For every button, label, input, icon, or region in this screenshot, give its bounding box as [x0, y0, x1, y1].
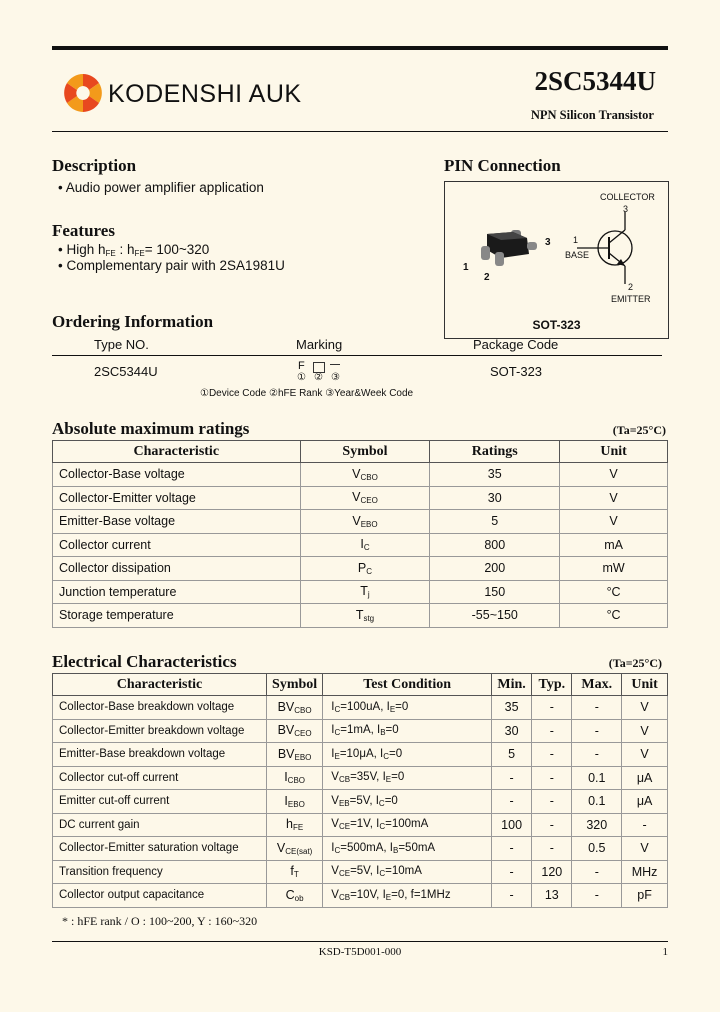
abs-max-unit: °C	[560, 580, 668, 604]
abs-max-rating: 200	[430, 557, 560, 581]
pkg-pin-1: 1	[463, 262, 469, 273]
marking-box-3	[330, 362, 340, 365]
elec-symbol-sub: FE	[292, 823, 304, 833]
feature-hfe-sub2: FE	[134, 249, 145, 258]
abs-max-unit: V	[560, 463, 668, 487]
elec-row	[53, 719, 668, 743]
elec-symbol	[266, 837, 322, 861]
marking-legend: ①Device Code ②hFE Rank ③Year&Week Code	[200, 388, 414, 399]
elec-header-cell: Min.	[491, 674, 531, 696]
elec-unit: V	[622, 837, 668, 861]
doc-code: KSD-T5D001-000	[318, 946, 402, 958]
elec-test-condition: $V_{EB}=5V$, $I_C=0$	[323, 790, 492, 814]
elec-symbol-main: h	[286, 817, 293, 832]
schem-pin-3: 3	[623, 204, 629, 214]
elec-min: -	[491, 860, 531, 884]
elec-characteristic: Collector cut-off current	[53, 766, 267, 790]
elec-unit: V	[622, 696, 668, 720]
feature-hfe-post: = 100~320	[144, 242, 210, 257]
elec-symbol-sub: CE(sat)	[285, 846, 313, 856]
abs-max-symbol-main: V	[352, 466, 361, 481]
elec-symbol	[266, 766, 322, 790]
elec-header-cell: Test Condition	[323, 674, 492, 696]
abs-max-symbol-sub: CBO	[360, 472, 378, 482]
elec-symbol-sub: T	[293, 870, 299, 880]
elec-max: 0.5	[572, 837, 622, 861]
elec-typ: -	[532, 813, 572, 837]
abs-max-symbol-main: V	[352, 490, 361, 505]
abs-max-characteristic: Emitter-Base voltage	[53, 510, 301, 534]
elec-symbol-main: BV	[277, 699, 295, 714]
elec-typ: -	[532, 766, 572, 790]
condition-subscript: CB	[338, 892, 351, 902]
condition-subscript: C	[378, 798, 385, 808]
emitter-label: EMITTER	[611, 294, 651, 304]
abs-max-rating: 800	[430, 533, 560, 557]
condition-subscript: C	[334, 704, 341, 714]
top-rule	[52, 46, 668, 50]
condition-subscript: B	[380, 728, 386, 738]
elec-test-condition: $V_{CE}=5V$, $I_C=10mA$	[323, 860, 492, 884]
elec-symbol	[266, 696, 322, 720]
ordering-package-value: SOT-323	[490, 364, 543, 379]
elec-symbol-main: BV	[277, 746, 295, 761]
feature-hfe-sub: FE	[105, 249, 116, 258]
elec-characteristic: Transition frequency	[53, 860, 267, 884]
elec-header-row	[53, 674, 668, 696]
abs-max-symbol	[300, 486, 430, 510]
elec-characteristic: Collector-Emitter breakdown voltage	[53, 719, 267, 743]
ordering-title: Ordering Information	[52, 312, 214, 331]
abs-max-symbol-main: T	[360, 584, 368, 599]
elec-typ: -	[532, 837, 572, 861]
base-label: BASE	[565, 250, 590, 260]
elec-symbol-main: I	[284, 770, 288, 785]
elec-max: 320	[572, 813, 622, 837]
elec-symbol-main: f	[290, 864, 294, 879]
abs-max-row	[53, 533, 668, 557]
elec-symbol	[266, 813, 322, 837]
abs-max-symbol-sub: C	[366, 566, 373, 576]
abs-max-row	[53, 604, 668, 628]
abs-max-symbol	[300, 557, 430, 581]
abs-max-symbol-sub: j	[367, 590, 370, 600]
elec-characteristic: Collector-Emitter saturation voltage	[53, 837, 267, 861]
abs-max-rating: -55~150	[430, 604, 560, 628]
elec-symbol	[266, 860, 322, 884]
schem-pin-2: 2	[628, 282, 634, 292]
condition-subscript: C	[334, 845, 341, 855]
pin-diagram-box	[444, 181, 669, 339]
abs-max-unit: mW	[560, 557, 668, 581]
condition-subscript: E	[334, 751, 340, 761]
abs-max-header-cell: Unit	[560, 441, 668, 463]
elec-min: 5	[491, 743, 531, 767]
elec-row	[53, 813, 668, 837]
elec-header-cell: Typ.	[532, 674, 572, 696]
elec-typ: -	[532, 719, 572, 743]
abs-max-rating: 150	[430, 580, 560, 604]
condition-subscript: EB	[338, 798, 350, 808]
marking-diagram	[298, 360, 346, 388]
schem-pin-1: 1	[573, 235, 579, 245]
part-subtitle: NPN Silicon Transistor	[530, 108, 654, 122]
elec-min: -	[491, 766, 531, 790]
abs-max-body	[53, 463, 668, 628]
elec-test-condition: $I_C=100uA$, $I_E=0$	[323, 696, 492, 720]
elec-row	[53, 837, 668, 861]
elec-typ: -	[532, 696, 572, 720]
abs-max-characteristic: Junction temperature	[53, 580, 301, 604]
elec-row	[53, 766, 668, 790]
ordering-rule	[52, 355, 662, 356]
elec-symbol-sub: ob	[294, 893, 304, 903]
condition-subscript: E	[385, 892, 392, 902]
abs-max-unit: V	[560, 486, 668, 510]
marking-circle-3: ③	[331, 372, 340, 383]
abs-max-row	[53, 486, 668, 510]
elec-row	[53, 790, 668, 814]
elec-row	[53, 884, 668, 908]
elec-max: 0.1	[572, 766, 622, 790]
ordering-col-marking: Marking	[296, 337, 343, 352]
elec-test-condition: $I_E=10\mu A$, $I_C=0$	[323, 743, 492, 767]
abs-max-characteristic: Storage temperature	[53, 604, 301, 628]
abs-max-symbol	[300, 604, 430, 628]
condition-subscript: B	[393, 845, 399, 855]
abs-max-header-cell: Characteristic	[53, 441, 301, 463]
condition-subscript: C	[379, 869, 386, 879]
elec-characteristic: Emitter-Base breakdown voltage	[53, 743, 267, 767]
elec-max: -	[572, 719, 622, 743]
npn-transistor-symbol-icon	[575, 212, 645, 284]
condition-subscript: C	[383, 751, 389, 761]
features-title: Features	[52, 221, 115, 240]
elec-min: -	[491, 790, 531, 814]
elec-symbol-main: I	[284, 793, 288, 808]
elec-typ: -	[532, 790, 572, 814]
feature-item-complementary: • Complementary pair with 2SA1981U	[58, 258, 285, 273]
elec-characteristic: Collector-Base breakdown voltage	[53, 696, 267, 720]
elec-symbol	[266, 743, 322, 767]
elec-test-condition: $I_C=500mA$, $I_B=50mA$	[323, 837, 492, 861]
pin-title: PIN Connection	[444, 156, 561, 175]
abs-max-rating: 30	[430, 486, 560, 510]
abs-max-symbol	[300, 510, 430, 534]
condition-subscript: CB	[338, 775, 351, 785]
elec-test-condition: $I_C=1mA$, $I_B=0$	[323, 719, 492, 743]
abs-max-symbol	[300, 463, 430, 487]
collector-label: COLLECTOR	[600, 192, 655, 202]
abs-max-row	[53, 463, 668, 487]
part-number: 2SC5344U	[534, 66, 656, 96]
elec-symbol-main: C	[285, 887, 295, 902]
abs-max-header-cell: Symbol	[300, 441, 430, 463]
elec-typ: 13	[532, 884, 572, 908]
elec-unit: V	[622, 743, 668, 767]
elec-unit: -	[622, 813, 668, 837]
abs-max-unit: mA	[560, 533, 668, 557]
footer-rule	[52, 941, 668, 942]
abs-max-table	[52, 440, 668, 628]
ordering-type-value: 2SC5344U	[94, 364, 158, 379]
description-item-text: Audio power amplifier application	[65, 180, 264, 195]
abs-max-symbol	[300, 533, 430, 557]
abs-max-symbol-main: V	[352, 513, 361, 528]
abs-max-row	[53, 510, 668, 534]
abs-max-row	[53, 557, 668, 581]
abs-max-symbol-sub: CEO	[360, 496, 378, 506]
elec-typ: 120	[532, 860, 572, 884]
abs-max-symbol-main: P	[357, 560, 367, 575]
abs-max-condition: (Ta=25°C)	[612, 423, 666, 437]
elec-row	[53, 696, 668, 720]
elec-max: -	[572, 860, 622, 884]
elec-min: -	[491, 884, 531, 908]
abs-max-symbol-main: T	[355, 607, 364, 622]
elec-min: 35	[491, 696, 531, 720]
elec-max: -	[572, 743, 622, 767]
elec-test-condition: $V_{CB}=35V$, $I_E=0$	[323, 766, 492, 790]
abs-max-unit: °C	[560, 604, 668, 628]
pkg-pin-3: 3	[545, 237, 551, 248]
abs-max-characteristic: Collector current	[53, 533, 301, 557]
abs-max-header-cell: Ratings	[430, 441, 560, 463]
abs-max-rating: 35	[430, 463, 560, 487]
elec-header-cell: Symbol	[266, 674, 322, 696]
elec-row	[53, 743, 668, 767]
elec-test-condition: $V_{CE}=1V$, $I_C=100mA$	[323, 813, 492, 837]
condition-subscript: E	[385, 775, 392, 785]
ordering-col-type: Type NO.	[94, 337, 149, 352]
kodenshi-logo-icon	[62, 72, 104, 114]
elec-header-cell: Unit	[622, 674, 668, 696]
feature-item-hfe: • High $h_{FE}$ : $h_{FE}=$ 100~320	[58, 242, 210, 258]
elec-max: -	[572, 884, 622, 908]
elec-unit: V	[622, 719, 668, 743]
elec-footnote: * : hFE rank / O : 100~200, Y : 160~320	[62, 914, 258, 928]
abs-max-symbol-main: I	[360, 537, 364, 552]
package-name: SOT-323	[532, 318, 581, 332]
elec-header-cell: Max.	[572, 674, 622, 696]
elec-symbol-sub: EBO	[294, 752, 312, 762]
elec-characteristic: Collector output capacitance	[53, 884, 267, 908]
elec-unit: μA	[622, 766, 668, 790]
elec-header-cell: Characteristic	[53, 674, 267, 696]
marking-circle-2: ②	[314, 372, 323, 383]
description-item: • Audio power amplifier application	[58, 180, 264, 195]
feature-hfe-pre: High h	[66, 242, 106, 257]
elec-condition: (Ta=25°C)	[608, 656, 662, 670]
elec-unit: MHz	[622, 860, 668, 884]
feature-hfe-mid: : h	[115, 242, 135, 257]
condition-subscript: CE	[338, 869, 351, 879]
abs-max-rating: 5	[430, 510, 560, 534]
elec-min: -	[491, 837, 531, 861]
sot323-package-icon	[473, 220, 551, 278]
description-title: Description	[52, 156, 137, 175]
abs-max-symbol-sub: EBO	[360, 519, 378, 529]
condition-subscript: CE	[338, 822, 351, 832]
elec-characteristic: Emitter cut-off current	[53, 790, 267, 814]
abs-max-row	[53, 580, 668, 604]
elec-characteristic: DC current gain	[53, 813, 267, 837]
condition-subscript: E	[389, 704, 396, 714]
condition-subscript: C	[379, 822, 386, 832]
abs-max-header-row	[53, 441, 668, 463]
elec-unit: μA	[622, 790, 668, 814]
marking-letter: F	[298, 360, 305, 372]
elec-symbol-sub: CBO	[294, 705, 312, 715]
pkg-pin-2: 2	[484, 272, 490, 283]
feature-complementary-text: Complementary pair with 2SA1981U	[66, 258, 285, 273]
condition-subscript: C	[334, 728, 341, 738]
elec-max: -	[572, 696, 622, 720]
elec-table	[52, 673, 668, 908]
abs-max-symbol-sub: C	[363, 543, 370, 553]
elec-max: 0.1	[572, 790, 622, 814]
elec-unit: pF	[622, 884, 668, 908]
elec-test-condition: $V_{CB}=10V$, $I_E=0$, f=1MHz	[323, 884, 492, 908]
elec-min: 100	[491, 813, 531, 837]
abs-max-title: Absolute maximum ratings	[52, 419, 250, 438]
abs-max-symbol	[300, 580, 430, 604]
elec-title: Electrical Characteristics	[52, 652, 237, 671]
elec-symbol-sub: CEO	[294, 729, 312, 739]
elec-typ: -	[532, 743, 572, 767]
ordering-col-package: Package Code	[473, 337, 559, 352]
abs-max-symbol-sub: stg	[363, 613, 375, 623]
abs-max-characteristic: Collector-Base voltage	[53, 463, 301, 487]
page-number: 1	[662, 946, 668, 958]
marking-circle-1: ①	[297, 372, 306, 383]
elec-symbol-main: BV	[277, 723, 295, 738]
abs-max-unit: V	[560, 510, 668, 534]
elec-row	[53, 860, 668, 884]
elec-symbol	[266, 884, 322, 908]
company-name: KODENSHI AUK	[108, 80, 302, 108]
elec-min: 30	[491, 719, 531, 743]
abs-max-characteristic: Collector dissipation	[53, 557, 301, 581]
abs-max-characteristic: Collector-Emitter voltage	[53, 486, 301, 510]
elec-symbol-sub: EBO	[287, 799, 305, 809]
elec-symbol-main: V	[276, 840, 286, 855]
elec-body	[53, 696, 668, 908]
elec-symbol-sub: CBO	[287, 776, 306, 786]
elec-symbol	[266, 719, 322, 743]
header-rule	[52, 131, 668, 132]
elec-symbol	[266, 790, 322, 814]
